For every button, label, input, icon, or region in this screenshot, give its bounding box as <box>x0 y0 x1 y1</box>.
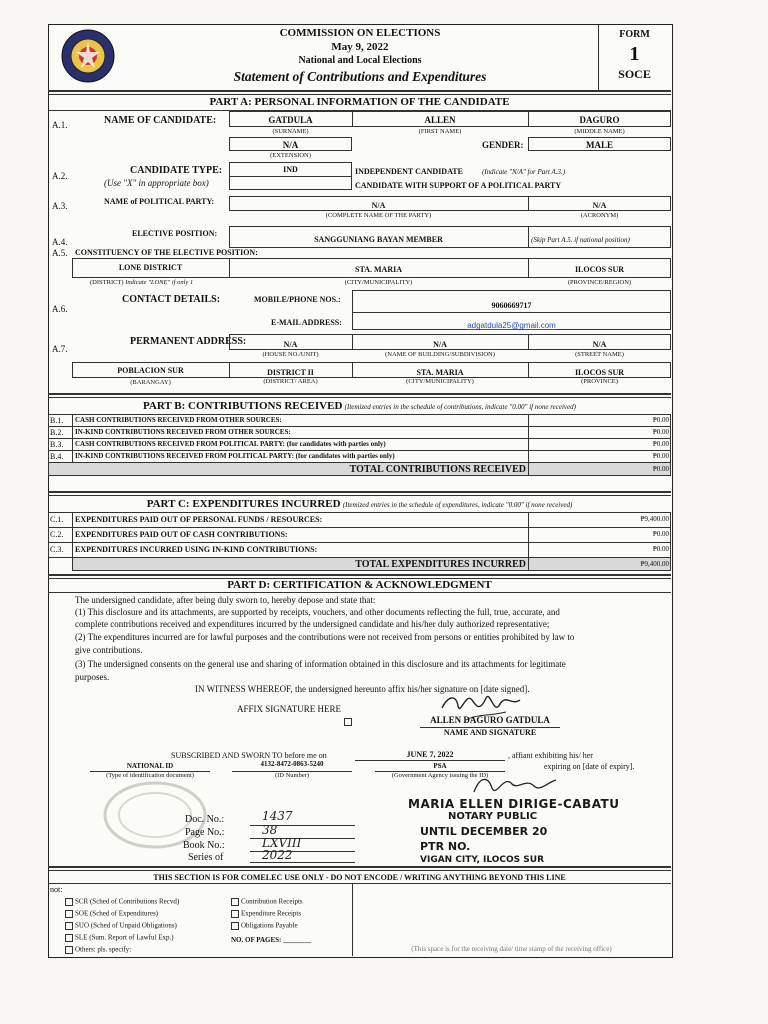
notary-ptr: PTR NO. <box>420 840 471 853</box>
row-divider <box>72 414 73 426</box>
checklist-item[interactable] <box>231 910 301 918</box>
comelec-seal-icon <box>60 28 116 84</box>
row-divider <box>528 557 529 571</box>
stamp-hint: (This space is for the receiving date/ time stamp of the receiving office) <box>411 945 612 953</box>
checklist-item[interactable] <box>65 922 177 930</box>
part-c-total-value[interactable]: ₱9,400.00 <box>640 560 669 568</box>
form-label: FORM <box>619 29 650 40</box>
checkbox[interactable] <box>231 898 239 906</box>
checklist-label: Others: pls. specify: <box>75 945 132 954</box>
notary-name: MARIA ELLEN DIRIGE-CABATU <box>408 797 620 811</box>
a4-label: ELECTIVE POSITION: <box>132 229 218 238</box>
a2-label: CANDIDATE TYPE: <box>130 165 223 176</box>
surname-field[interactable]: GATDULA <box>268 115 313 125</box>
certification-line: (3) The undersigned consents on the general use and sharing of information obtained in this disclosure and its attachments for legitimate <box>75 659 566 669</box>
part-c-total-label: TOTAL EXPENDITURES INCURRED <box>355 559 526 570</box>
part-b-row-num: B.4. <box>50 452 64 461</box>
certification-line: (1) This disclosure and its attachments, are supported by receipts, vouchers, and other documents reflecting the full, true, accurate, and <box>75 607 560 617</box>
district-field[interactable]: LONE DISTRICT <box>118 263 183 272</box>
address-city-caption: (CITY/MUNICIPALITY) <box>406 378 474 385</box>
part-b-row-num: B.1. <box>50 416 64 425</box>
party-caption: (COMPLETE NAME OF THE PARTY) <box>325 212 432 219</box>
checklist-item[interactable] <box>65 946 131 954</box>
row-divider <box>528 426 529 438</box>
part-b-row-value[interactable]: ₱0.00 <box>652 416 669 424</box>
notary-until: UNTIL DECEMBER 20 <box>420 825 548 838</box>
part-c-hint: (Itemized entries in the schedule of expenditures, indicate "0.00" if none received) <box>342 501 573 509</box>
middle-name-field[interactable]: DAGURO <box>579 115 620 125</box>
comelec-heading: THIS SECTION IS FOR COMELEC USE ONLY - DO NOT ENCODE / WRITING ANYTHING BEYOND THIS LINE <box>153 873 566 882</box>
building-caption: (NAME OF BUILDING/SUBDIVISION) <box>385 351 495 358</box>
position-field[interactable]: SANGGUNIANG BAYAN MEMBER <box>314 235 443 244</box>
header-date: May 9, 2022 <box>331 41 389 53</box>
checklist-label: SOE (Sched of Expenditures) <box>75 909 159 918</box>
phone-field[interactable]: 9060669717 <box>491 301 532 310</box>
part-b-row-label: IN-KIND CONTRIBUTIONS RECEIVED FROM OTHER SOURCES: <box>75 428 291 436</box>
part-c-row-num: C.3. <box>50 545 64 554</box>
row-divider <box>72 512 73 527</box>
doc-no-value[interactable]: 1437 <box>262 809 293 823</box>
header-title: COMMISSION ON ELECTIONS <box>279 27 441 39</box>
certification-line: The undersigned candidate, after being duly sworn to, hereby depose and state that: <box>75 595 376 605</box>
independent-hint: (Indicate "N/A" for Part A.3.) <box>482 168 566 176</box>
row-divider <box>528 450 529 462</box>
street-caption: (STREET NAME) <box>575 351 624 358</box>
part-b-total-value[interactable]: ₱0.00 <box>652 465 669 473</box>
part-b-row-num: B.3. <box>50 440 64 449</box>
id-type[interactable]: NATIONAL ID <box>126 762 174 770</box>
affix-checkbox[interactable] <box>344 718 352 726</box>
id-number[interactable]: 4132-8472-0863-5240 <box>260 760 324 768</box>
a3-num: A.3. <box>52 201 68 211</box>
part-a-heading: PART A: PERSONAL INFORMATION OF THE CANDIDATE <box>209 96 510 108</box>
part-b-heading: PART B: CONTRIBUTIONS RECEIVED <box>143 400 343 412</box>
id-agency[interactable]: PSA <box>433 762 447 770</box>
part-c-row-label: EXPENDITURES PAID OUT OF CASH CONTRIBUTIONS: <box>75 530 288 539</box>
party-field[interactable]: N/A <box>371 201 386 210</box>
checklist-label: SCR (Sched of Contributions Recvd) <box>75 897 180 906</box>
notary-city: VIGAN CITY, ILOCOS SUR <box>420 855 545 865</box>
pages-label: NO. OF PAGES: ________ <box>231 936 312 944</box>
row-divider <box>528 512 529 527</box>
a6-label: CONTACT DETAILS: <box>122 294 221 305</box>
independent-option[interactable]: INDEPENDENT CANDIDATE <box>355 167 463 176</box>
part-c-row-label: EXPENDITURES INCURRED USING IN-KIND CONTRIBUTIONS: <box>75 545 318 554</box>
row-divider <box>528 527 529 542</box>
series-label: Series of <box>188 852 224 863</box>
part-c-row-num: C.1. <box>50 515 64 524</box>
checkbox[interactable] <box>231 910 239 918</box>
a7-label: PERMANENT ADDRESS: <box>130 336 247 347</box>
affix-label: AFFIX SIGNATURE HERE <box>237 704 342 714</box>
constituency-province-caption: (PROVINCE/REGION) <box>567 279 632 286</box>
surname-caption: (SURNAME) <box>272 128 309 135</box>
form-number: 1 <box>629 43 640 65</box>
district-hint: Indicate "LONE" if only 1 <box>125 279 194 286</box>
middle-name-caption: (MIDDLE NAME) <box>574 128 625 135</box>
row-divider <box>72 450 73 462</box>
address-district-caption: (DISTRICT/ AREA) <box>263 378 318 385</box>
comelec-not-label: not: <box>50 885 63 894</box>
a5-num: A.5. <box>52 248 68 258</box>
certification-line: purposes. <box>75 672 110 682</box>
position-hint: (Skip Part A.5. if national position) <box>531 236 630 244</box>
checklist-label: Expenditure Receipts <box>241 909 302 918</box>
acronym-field[interactable]: N/A <box>592 201 607 210</box>
part-b-row-label: CASH CONTRIBUTIONS RECEIVED FROM POLITICAL PARTY: (for candidates with parties only) <box>75 440 386 448</box>
phone-label: MOBILE/PHONE NOS.: <box>254 295 341 304</box>
building-field[interactable]: N/A <box>433 340 447 349</box>
row-divider <box>528 542 529 557</box>
part-c-row-value[interactable]: ₱9,400.00 <box>640 515 669 523</box>
id-number-caption: (ID Number) <box>274 772 310 779</box>
a5-label: CONSTITUENCY OF THE ELECTIVE POSITION: <box>75 248 258 257</box>
certification-line: (2) The expenditures incurred are for lawful purposes and the contributions were not received from persons or entities prohibited by law to <box>75 632 575 642</box>
checkbox[interactable] <box>231 922 239 930</box>
expiring-text: expiring on [date of expiry]. <box>544 762 635 771</box>
header-statement: Statement of Contributions and Expenditures <box>233 69 487 84</box>
part-c-row-value[interactable]: ₱0.00 <box>652 545 669 553</box>
address-province-field[interactable]: ILOCOS SUR <box>574 368 625 377</box>
id-type-caption: (Type of identification document) <box>106 772 194 779</box>
checkbox[interactable] <box>65 946 73 954</box>
checkbox[interactable] <box>65 910 73 918</box>
first-name-field[interactable]: ALLEN <box>424 115 456 125</box>
first-name-caption: (FIRST NAME) <box>418 128 462 135</box>
checklist-label: Obligations Payable <box>241 921 298 930</box>
sworn-date[interactable]: JUNE 7, 2022 <box>406 750 454 759</box>
signer-name: ALLEN DAGURO GATDULA <box>430 715 550 725</box>
checklist-item[interactable] <box>231 922 298 930</box>
barangay-field[interactable]: POBLACION SUR <box>117 366 184 375</box>
street-field[interactable]: N/A <box>592 340 607 349</box>
candidate-type-field[interactable]: IND <box>283 165 298 174</box>
form-code: SOCE <box>618 67 651 81</box>
a2-num: A.2. <box>52 171 68 181</box>
address-district-field[interactable]: DISTRICT II <box>267 368 314 377</box>
part-b-row-value[interactable]: ₱0.00 <box>652 428 669 436</box>
certification-line: give contributions. <box>75 645 143 655</box>
constituency-province-field[interactable]: ILOCOS SUR <box>574 265 625 274</box>
row-divider <box>528 438 529 450</box>
constituency-city-caption: (CITY/MUNICIPALITY) <box>344 279 413 286</box>
certification-line: complete contributions received and expenditures incurred by the undersigned candidate and his/her duly authorized representative; <box>75 619 550 629</box>
book-no-value[interactable]: LXVIII <box>262 836 302 850</box>
affiant-text: , affiant exhibiting his/ her <box>508 751 593 760</box>
checklist-label: SUO (Sched of Unpaid Obligations) <box>75 921 177 930</box>
party-option[interactable]: CANDIDATE WITH SUPPORT OF A POLITICAL PARTY <box>355 181 562 190</box>
witness-text: IN WITNESS WHEREOF, the undersigned hereunto affix his/her signature on [date signed]. <box>195 684 530 694</box>
extension-caption: (EXTENSION) <box>270 152 311 159</box>
row-divider <box>72 542 73 557</box>
district-caption: (DISTRICT) <box>90 279 124 286</box>
sworn-text: SUBSCRIBED AND SWORN TO before me on <box>171 751 327 760</box>
address-province-caption: (PROVINCE) <box>581 378 618 385</box>
checkbox[interactable] <box>65 934 73 942</box>
house-field[interactable]: N/A <box>283 340 298 349</box>
row-divider <box>528 414 529 426</box>
checklist-item[interactable] <box>65 910 158 918</box>
part-b-row-value[interactable]: ₱0.00 <box>652 452 669 460</box>
row-divider <box>528 462 529 476</box>
barangay-caption: (BARANGAY) <box>130 379 171 386</box>
row-divider <box>72 426 73 438</box>
house-caption: (HOUSE NO./UNIT) <box>262 351 319 358</box>
part-c-row-value[interactable]: ₱0.00 <box>652 530 669 538</box>
series-value[interactable]: 2022 <box>262 848 293 862</box>
a3-label: NAME of POLITICAL PARTY: <box>104 197 215 206</box>
book-no-label: Book No.: <box>183 840 225 851</box>
part-c-row-num: C.2. <box>50 530 64 539</box>
a4-num: A.4. <box>52 237 68 247</box>
signer-caption: NAME AND SIGNATURE <box>443 728 537 737</box>
email-label: E-MAIL ADDRESS: <box>271 318 342 327</box>
part-b-hint: (Itemized entries in the schedule of contributions, indicate "0.00" if none received) <box>344 403 576 411</box>
checklist-item[interactable] <box>65 898 179 906</box>
checklist-item[interactable] <box>231 898 303 906</box>
checklist-label: Contribution Receipts <box>241 897 303 906</box>
part-c-row-label: EXPENDITURES PAID OUT OF PERSONAL FUNDS / RESOURCES: <box>75 515 323 524</box>
header-election: National and Local Elections <box>298 55 422 66</box>
part-b-row-num: B.2. <box>50 428 64 437</box>
a7-num: A.7. <box>52 344 68 354</box>
part-b-total-label: TOTAL CONTRIBUTIONS RECEIVED <box>349 464 526 475</box>
address-city-field[interactable]: STA. MARIA <box>416 368 464 377</box>
checklist-label: SLE (Sum. Report of Lawful Exp.) <box>75 933 174 942</box>
constituency-city-field[interactable]: STA. MARIA <box>355 265 402 274</box>
a6-num: A.6. <box>52 304 68 314</box>
extension-field[interactable]: N/A <box>282 140 299 150</box>
a1-label: NAME OF CANDIDATE: <box>104 115 217 126</box>
checkbox[interactable] <box>65 922 73 930</box>
gender-label: GENDER: <box>482 140 524 150</box>
page-no-label: Page No.: <box>185 827 225 838</box>
part-b-row-label: IN-KIND CONTRIBUTIONS RECEIVED FROM POLITICAL PARTY: (for candidates with parties only) <box>75 452 395 460</box>
gender-field[interactable]: MALE <box>586 140 613 150</box>
row-divider <box>72 438 73 450</box>
part-b-row-label: CASH CONTRIBUTIONS RECEIVED FROM OTHER SOURCES: <box>75 416 282 424</box>
part-b-row-value[interactable]: ₱0.00 <box>652 440 669 448</box>
notary-title: NOTARY PUBLIC <box>448 811 538 822</box>
email-link[interactable]: adgatdula25@gmail.com <box>467 321 556 330</box>
part-d-heading: PART D: CERTIFICATION & ACKNOWLEDGMENT <box>227 579 492 591</box>
a2-hint: (Use "X" in appropriate box) <box>104 178 209 188</box>
checklist-item[interactable] <box>65 934 174 942</box>
page-no-value[interactable]: 38 <box>262 823 278 837</box>
id-agency-caption: (Government Agency issuing the ID) <box>391 772 489 779</box>
doc-no-label: Doc. No.: <box>185 814 225 825</box>
checkbox[interactable] <box>65 898 73 906</box>
acronym-caption: (ACRONYM) <box>580 212 619 219</box>
part-c-heading: PART C: EXPENDITURES INCURRED <box>146 498 341 510</box>
a1-num: A.1. <box>52 120 68 130</box>
row-divider <box>72 527 73 542</box>
notary-signature-icon <box>470 772 560 800</box>
